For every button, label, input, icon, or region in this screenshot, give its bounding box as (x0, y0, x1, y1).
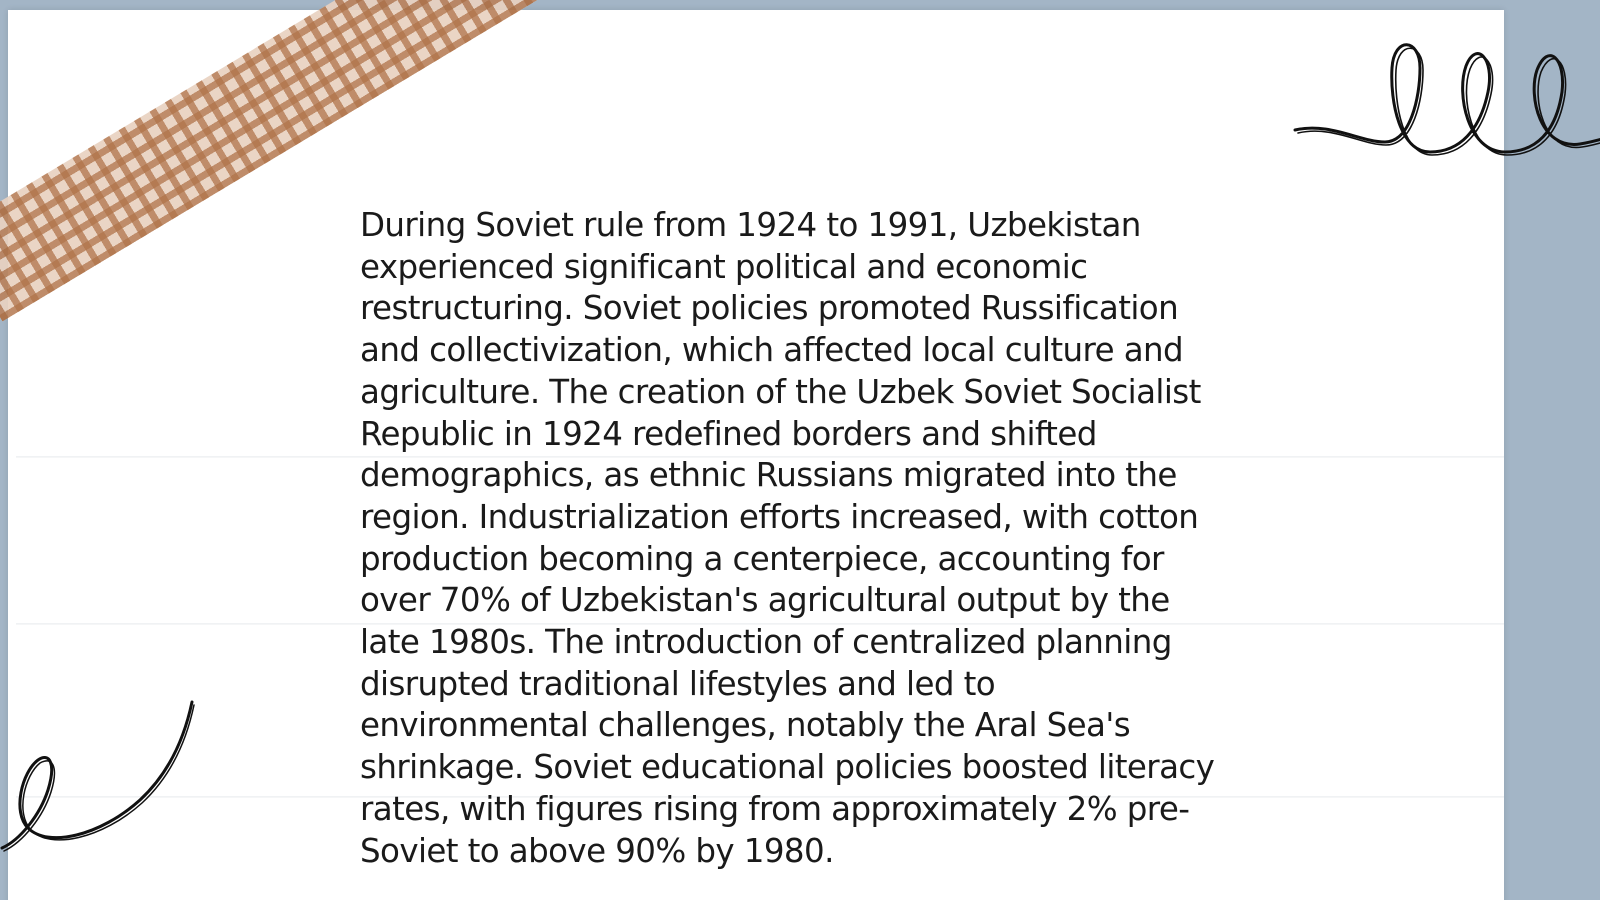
swirl-scribble-icon (0, 700, 200, 860)
body-paragraph: During Soviet rule from 1924 to 1991, Uzbekistan experienced significant political and economic restructuring. Soviet policies promoted Russification and collectivization, which affected local culture and agriculture. The creation of the Uzbek Soviet Socialist Republic in 1924 redefined borders and shifted demographics, as ethnic Russians migrated into the region. Industrialization efforts increased, with cotton production becoming a centerpiece, accounting for over 70% of Uzbekistan's agricultural output by the late 1980s. The introduction of centralized planning disrupted traditional lifestyles and led to environmental challenges, notably the Aral Sea's shrinkage. Soviet educational policies boosted literacy rates, with figures rising from approximately 2% pre- Soviet to above 90% by 1980. (360, 206, 1215, 870)
loop-scribble-icon (1290, 30, 1600, 190)
